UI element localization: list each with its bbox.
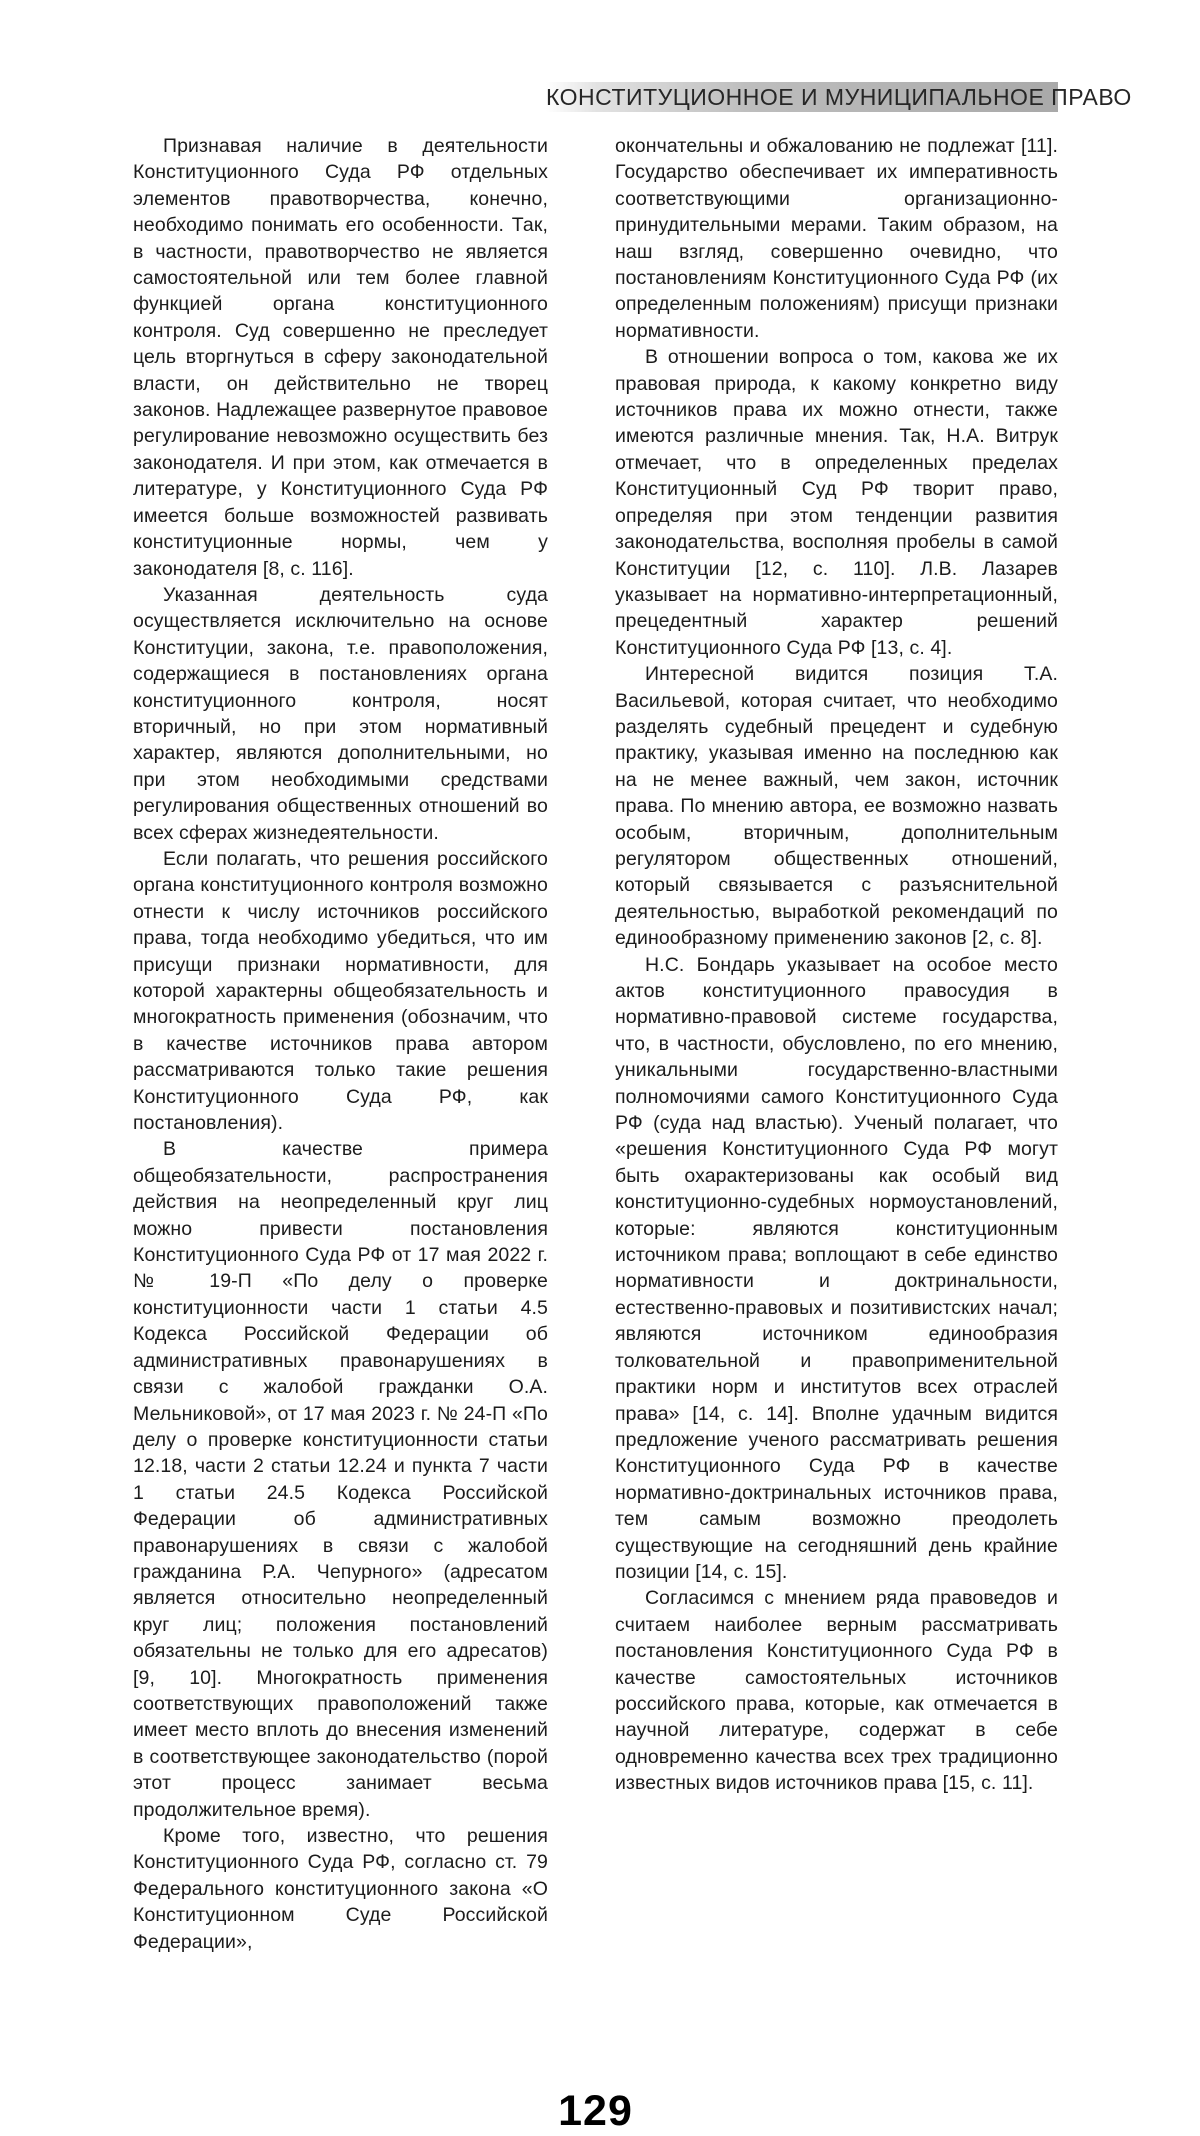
journal-page [133,82,1132,2136]
paragraph: Согласимся с мнением ряда правоведов и считаем наиболее верным рассматривать постановления Конституционного Суда РФ в качестве самостоятельных источников российского права, которые, как отмечается в научной литературе, содержат в себе одновременно качества всех трех традиционно известных видов источников права [15, с. 11]. [615,1587,1058,1795]
paragraph: Если полагать, что решения российского органа конституционного контроля возможно отнести к числу источников российского права, тогда необходимо убедиться, что им присущи признаки нормативности, для которой характерны общеобязательность и многократность применения (обозначим, что в качестве источников права автором рассматриваются только такие решения Конституционного Суда РФ, как постановления). [133,847,548,1135]
article-body [133,133,1058,1955]
page-number: 129 [558,2087,633,2136]
section-header-banner: КОНСТИТУЦИОННОЕ И МУНИЦИПАЛЬНОЕ ПРАВО [546,84,1132,110]
paragraph: В качестве примера общеобязательности, распространения действия на неопределенный круг лиц можно привести постановления Конституционного Суда РФ от 17 мая 2022 г. № 19-П «По делу о проверке конституционности части 1 статьи 4.5 Кодекса Российской Федерации об административных правонарушениях в связи с жалобой гражданки О.А. Мельниковой», от 17 мая 2023 г. № 24-П «По делу о проверке конституционности статьи 12.18, части 2 статьи 12.24 и пункта 7 части 1 статьи 24.5 Кодекса Российской Федерации об административных правонарушениях в связи с жалобой гражданина Р.А. Чепурного» (адресатом является относительно неопределенный круг лиц; положения постановлений обязательны не только для его адресатов) [9, 10]. Многократность применения соответствующих правоположений также имеет место вплоть до внесения изменений в соответствующее законодательство (порой этот процесс занимает весьма продолжительное время). [133,1138,548,1821]
paragraph: В отношении вопроса о том, какова же их правовая природа, к какому конкретно виду источников права их можно отнести, также имеются различные мнения. Так, Н.А. Витрук отмечает, что в определенных пределах Конституционный Суд РФ творит право, определяя при этом тенденции развития законодательства, восполняя пробелы в самой Конституции [12, с. 110]. Л.В. Лазарев указывает на нормативно-интерпретационный, прецедентный характер решений Конституционного Суда РФ [13, с. 4]. [615,346,1058,659]
paragraph-continuation: окончательны и обжалованию не подлежат [11]. Государство обеспечивает их императивность соответствующими организационно-принудительными мерами. Таким образом, на наш взгляд, совершенно очевидно, что постановлениям Конституционного Суда РФ (их определенным положениям) присущи признаки нормативности. [615,135,1058,342]
text-column-right [615,133,1058,1955]
paragraph: Интересной видится позиция Т.А. Васильевой, которая считает, что необходимо разделять судебный прецедент и судебную практику, указывая именно на последнюю как на не менее важный, чем закон, источник права. По мнению автора, ее возможно назвать особым, вторичным, дополнительным регулятором общественных отношений, который связывается с разъяснительной деятельностью, выработкой рекомендаций по единообразному применению законов [2, с. 8]. [615,663,1058,950]
paragraph: Признавая наличие в деятельности Конституционного Суда РФ отдельных элементов правотворчества, конечно, необходимо понимать его особенности. Так, в частности, правотворчество не является самостоятельной или тем более главной функцией органа конституционного контроля. Суд совершенно не преследует цель вторгнуться в сферу законодательной власти, он действительно не творец законов. Надлежащее развернутое правовое регулирование невозможно осуществить без законодателя. И при этом, как отмечается в литературе, у Конституционного Суда РФ имеется больше возможностей развивать конституционные нормы, чем у законодателя [8, с. 116]. [133,135,548,580]
text-column-left [133,133,548,1955]
paragraph: Указанная деятельность суда осуществляется исключительно на основе Конституции, закона, т.е. правоположения, содержащиеся в постановлениях органа конституционного контроля, носят вторичный, но при этом нормативный характер, являются дополнительными, но при этом необходимыми средствами регулирования общественных отношений во всех сферах жизнедеятельности. [133,583,548,844]
paragraph: Кроме того, известно, что решения Конституционного Суда РФ, согласно ст. 79 Федерального конституционного закона «О Конституционном Суде Российской Федерации», [133,1825,548,1953]
paragraph: Н.С. Бондарь указывает на особое место актов конституционного правосудия в нормативно-правовой системе государства, что, в частности, обусловлено, по его мнению, уникальными государственно-властными полномочиями самого Конституционного Суда РФ (суда над властью). Ученый полагает, что «решения Конституционного Суда РФ могут быть охарактеризованы как особый вид конституционно-судебных нормоустановлений, которые: являются конституционным источником права; воплощают в себе единство нормативности и доктринальности, естественно-правовых и позитивистских начал; являются источником единообразия толковательной и правоприменительной практики норм и институтов всех отраслей права» [14, с. 14]. Вполне удачным видится предложение ученого рассматривать решения Конституционного Суда РФ в качестве нормативно-доктринальных источников права, тем самым возможно преодолеть существующие на сегодняшний день крайние позиции [14, с. 15]. [615,953,1058,1583]
